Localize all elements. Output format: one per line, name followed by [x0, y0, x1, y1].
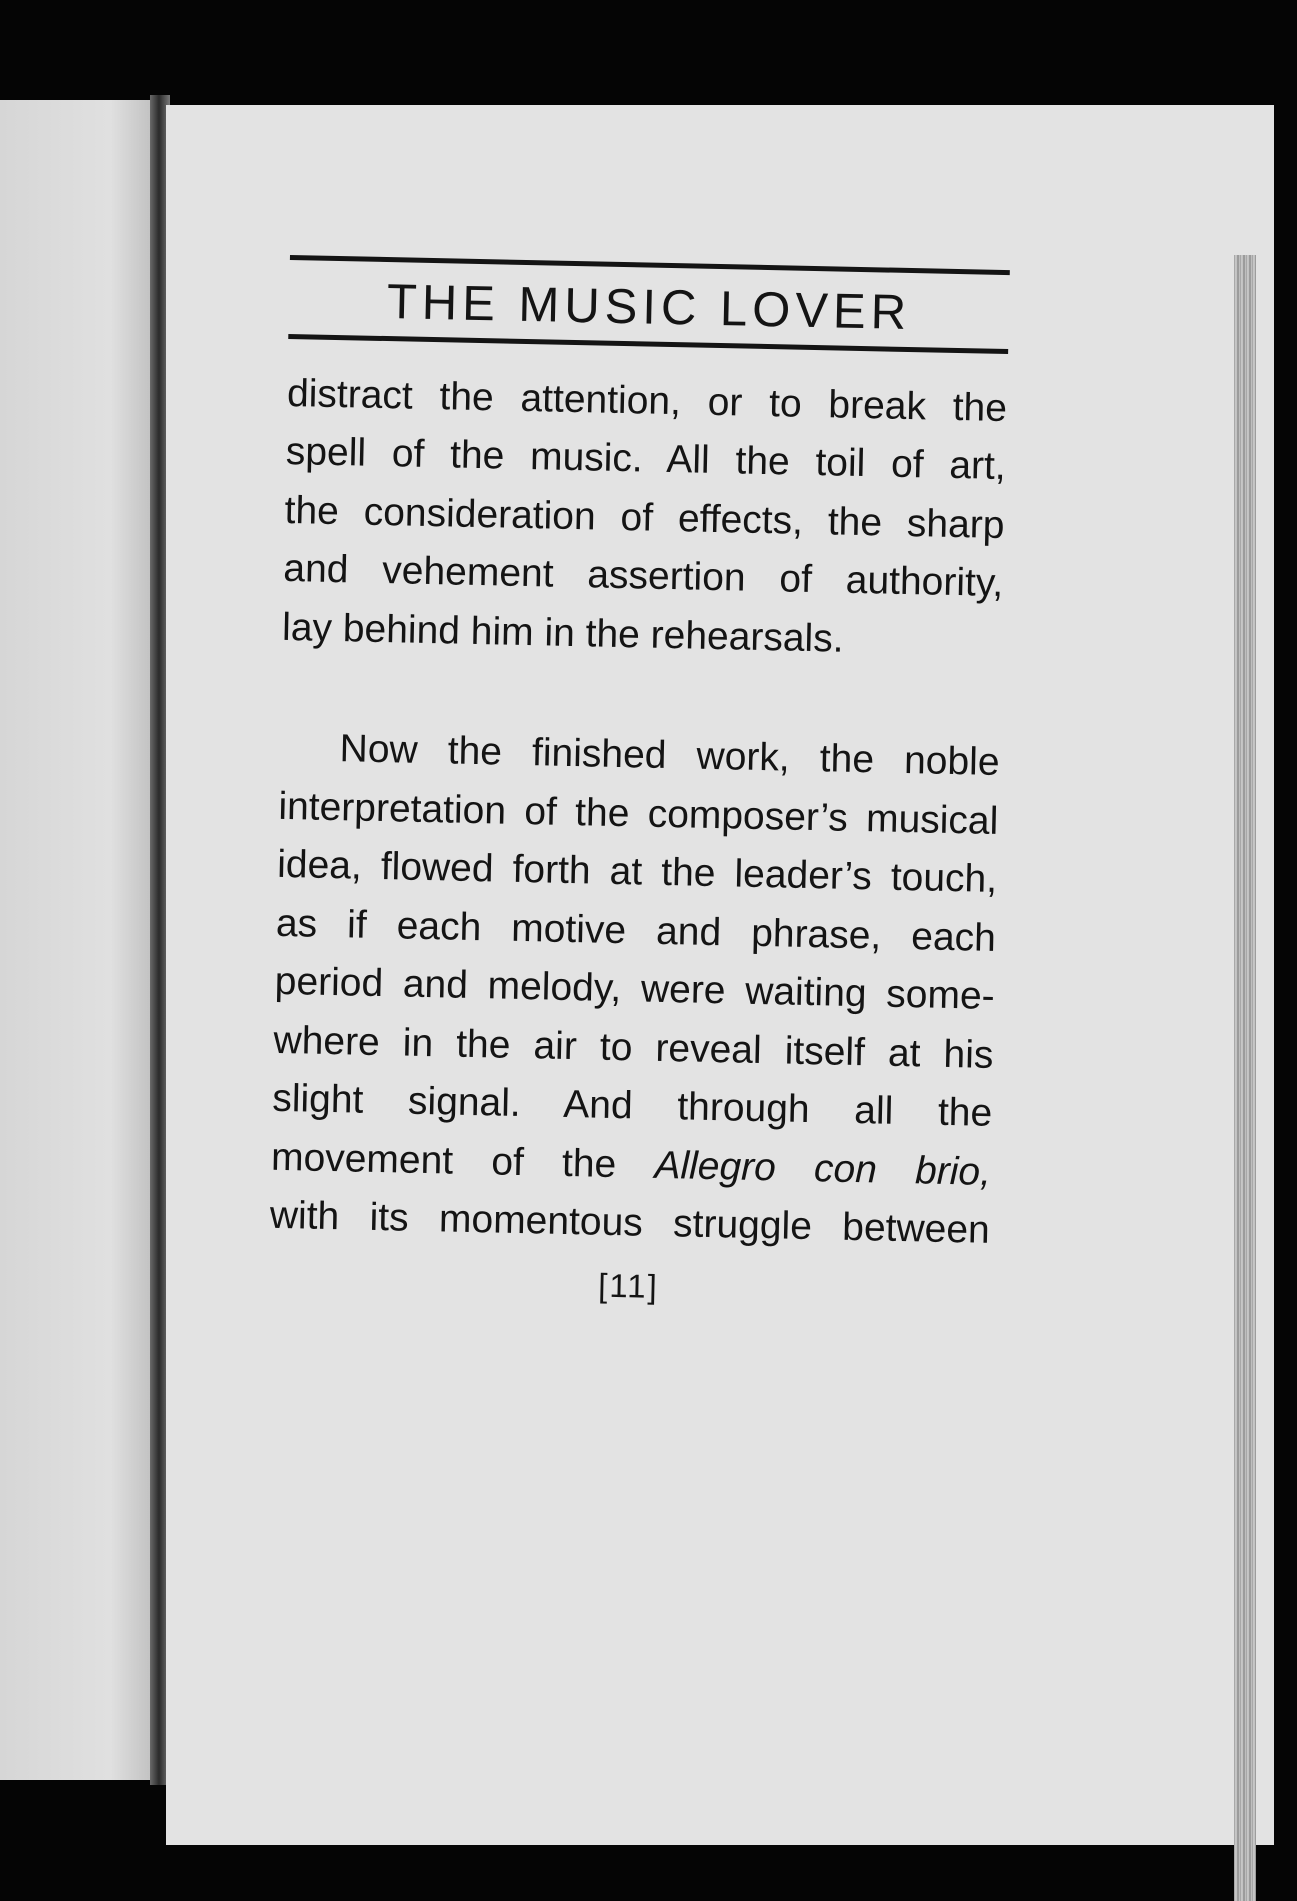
text-line: with its momentous struggle between	[269, 1194, 991, 1253]
page-number: [11]	[597, 1266, 660, 1305]
left-page	[0, 100, 158, 1780]
text-line: as if each motive and phrase, each	[275, 901, 997, 960]
text-line: the consideration of effects, the sharp	[284, 488, 1005, 547]
paragraph-1	[282, 365, 1008, 673]
text-line: idea, flowed forth at the leader’s touch,	[276, 843, 998, 902]
page-edge	[1234, 255, 1256, 1901]
body-text	[269, 365, 1007, 1261]
running-head: THE MUSIC LOVER	[386, 275, 912, 341]
text-line: lay behind him in the rehearsals.	[281, 605, 845, 661]
text-line: and vehement assertion of authority,	[282, 547, 1004, 606]
text-line: distract the attention, or to break the	[286, 371, 1008, 430]
text-line-segment: movement of the	[270, 1135, 655, 1187]
paragraph-2	[269, 719, 1000, 1260]
italic-title: Allegro con brio,	[654, 1143, 992, 1194]
text-line: interpretation of the composer’s musical	[278, 784, 999, 843]
text-line: slight signal. And through all the	[271, 1077, 993, 1136]
page-content	[268, 255, 1010, 1313]
text-line: period and melody, were waiting some-	[274, 960, 996, 1019]
text-line: spell of the music. All the toil of art,	[285, 430, 1007, 489]
text-line: Now the finished work, the noble	[339, 727, 1000, 785]
text-line: where in the air to reveal itself at his	[273, 1018, 994, 1077]
